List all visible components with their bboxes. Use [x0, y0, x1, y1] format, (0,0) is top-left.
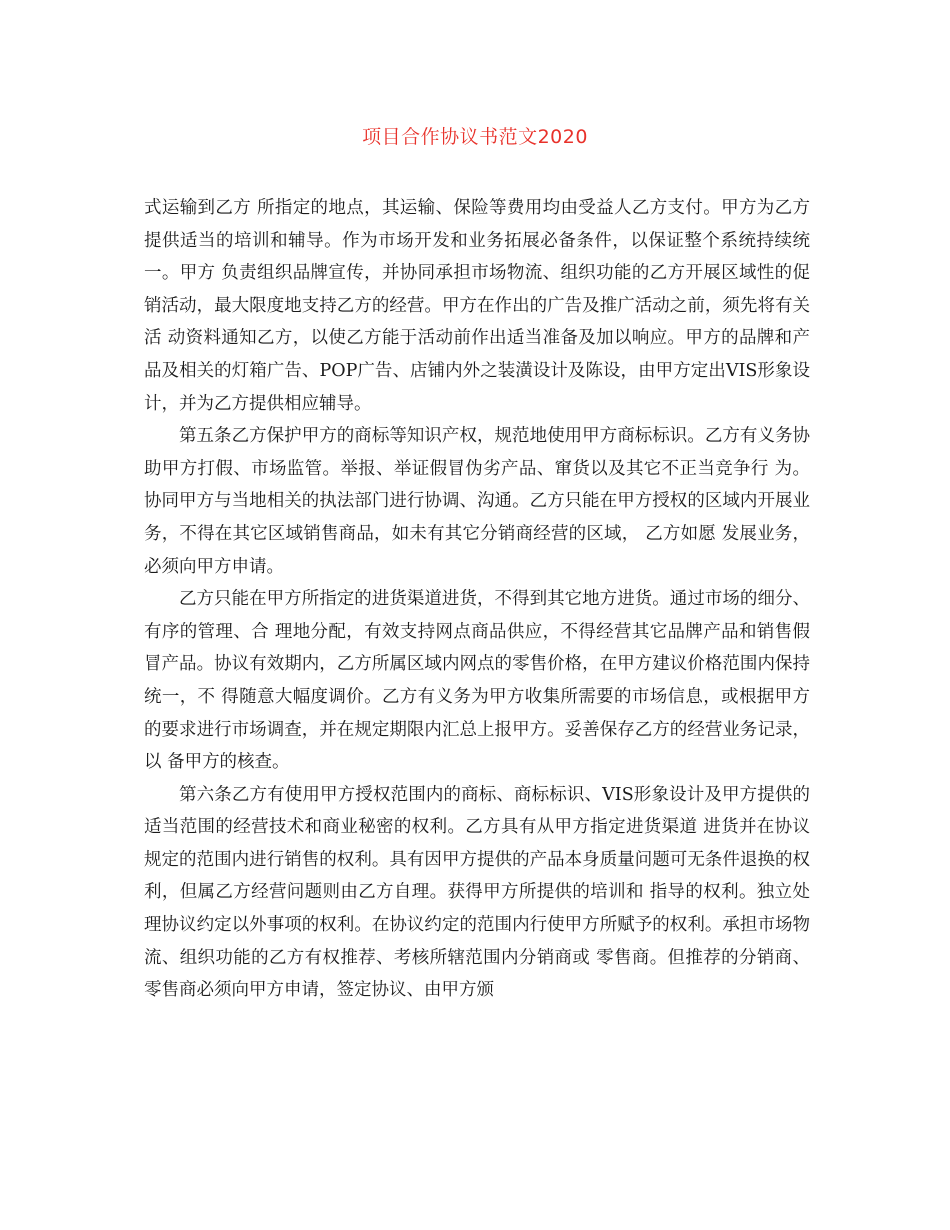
paragraph: 第六条乙方有使用甲方授权范围内的商标、商标标识、VIS形象设计及甲方提供的适当范围的经营技术和商业秘密的权利。乙方具有从甲方指定进货渠道 进货并在协议规定的范围内进行销售的权利。具有因甲方提供的产品本身质量问题可无条件退换的权利，但属乙方经营问题则由乙方自理。获得甲方所提供的培训和 指导的权利。独立处理协议约定以外事项的权利。在协议约定的范围内行使甲方所赋予的权利。承担市场物流、组织功能的乙方有权推荐、考核所辖范围内分销商或 零售商。但推荐的分销商、零售商必须向甲方申请，签定协议、由甲方颁	[144, 784, 810, 1001]
paragraph: 式运输到乙方 所指定的地点，其运输、保险等费用均由受益人乙方支付。甲方为乙方提供适当的培训和辅导。作为市场开发和业务拓展必备条件，以保证整个系统持续统一。甲方 负责组织品牌宣传，并协同承担市场物流、组织功能的乙方开展区域性的促销活动，最大限度地支持乙方的经营。甲方在作出的广告及推广活动之前，须先将有关活 动资料通知乙方，以使乙方能于活动前作出适当准备及加以响应。甲方的品牌和产品及相关的灯箱广告、POP广告、店铺内外之装潢设计及陈设，由甲方定出VIS形象设计，并为乙方提供相应辅导。	[144, 198, 810, 414]
paragraph: 乙方只能在甲方所指定的进货渠道进货，不得到其它地方进货。通过市场的细分、有序的管理、合 理地分配，有效支持网点商品供应，不得经营其它品牌产品和销售假冒产品。协议有效期内，乙方所属区域内网点的零售价格，在甲方建议价格范围内保持统一，不 得随意大幅度调价。乙方有义务为甲方收集所需要的市场信息，或根据甲方的要求进行市场调查，并在规定期限内汇总上报甲方。妥善保存乙方的经营业务记录，以 备甲方的核查。	[144, 589, 810, 773]
document-body	[144, 192, 810, 1007]
document-title: 项目合作协议书范文2020	[362, 126, 588, 148]
paragraph: 第五条乙方保护甲方的商标等知识产权，规范地使用甲方商标标识。乙方有义务协助甲方打假、市场监管。举报、举证假冒伪劣产品、窜货以及其它不正当竞争行 为。协同甲方与当地相关的执法部门进行协调、沟通。乙方只能在甲方授权的区域内开展业务，不得在其它区域销售商品，如未有其它分销商经营的区域， 乙方如愿 发展业务，必须向甲方申请。	[144, 426, 810, 577]
